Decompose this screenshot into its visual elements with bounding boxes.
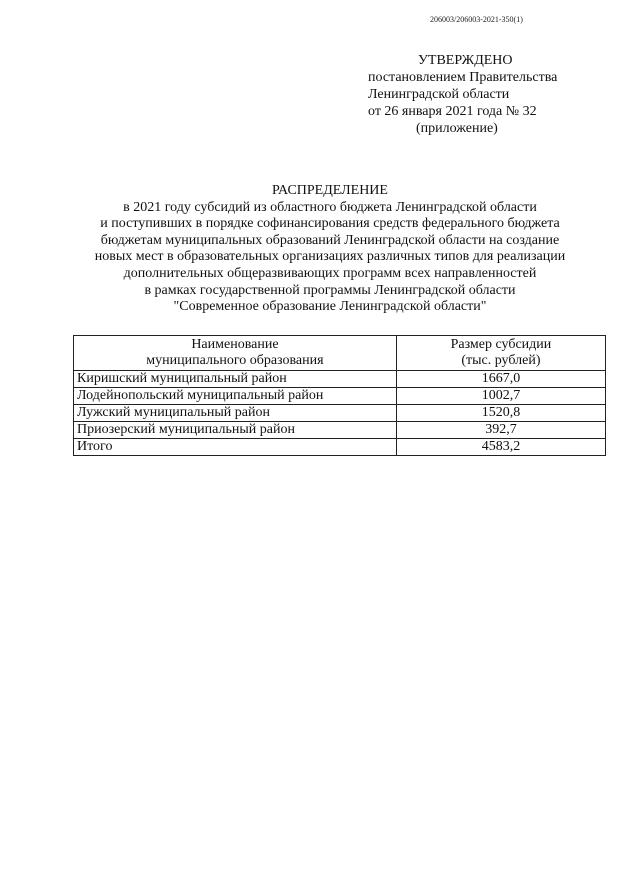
approval-line: Ленинградской области — [368, 87, 510, 102]
total-label-cell: Итого — [74, 439, 397, 456]
total-value-cell: 4583,2 — [396, 439, 605, 456]
municipality-cell: Лужский муниципальный район — [74, 405, 397, 422]
approval-line: от 26 января 2021 года № 32 — [368, 104, 537, 119]
table-row — [74, 388, 606, 405]
column-header-municipality: Наименование муниципального образования — [74, 336, 397, 371]
subsidy-cell: 1520,8 — [396, 405, 605, 422]
title-line: дополнительных общеразвивающих программ всех направленностей — [123, 265, 537, 281]
title-main: РАСПРЕДЕЛЕНИЕ — [272, 183, 388, 198]
distribution-table — [73, 335, 606, 456]
title-line: и поступивших в порядке софинансирования средств федерального бюджета — [100, 216, 560, 232]
subsidy-cell: 392,7 — [396, 422, 605, 439]
municipality-cell: Приозерский муниципальный район — [74, 422, 397, 439]
table-row-total — [74, 439, 606, 456]
title-line: в 2021 году субсидий из областного бюджета Ленинградской области — [123, 199, 537, 215]
approval-stamp — [368, 52, 588, 137]
document-title — [40, 183, 620, 316]
table-row — [74, 405, 606, 422]
subsidy-cell: 1002,7 — [396, 388, 605, 405]
municipality-cell: Лодейнопольский муниципальный район — [74, 388, 397, 405]
table-row — [74, 371, 606, 388]
column-header-subsidy: Размер субсидии (тыс. рублей) — [396, 336, 605, 371]
approval-line: (приложение) — [416, 121, 498, 136]
approval-line: постановлением Правительства — [368, 70, 558, 85]
subsidy-cell: 1667,0 — [396, 371, 605, 388]
title-line: новых мест в образовательных организациях различных типов для реализации — [94, 249, 566, 265]
approval-heading: УТВЕРЖДЕНО — [418, 53, 513, 68]
title-line: бюджетам муниципальных образований Ленинградской области на создание — [100, 232, 560, 248]
title-line: в рамках государственной программы Ленинградской области — [144, 282, 516, 298]
document-code: 206003/206003-2021-350(1) — [430, 15, 523, 24]
table-row — [74, 422, 606, 439]
table-header-row — [74, 336, 606, 371]
municipality-cell: Киришский муниципальный район — [74, 371, 397, 388]
title-line: "Современное образование Ленинградской области" — [173, 299, 487, 315]
